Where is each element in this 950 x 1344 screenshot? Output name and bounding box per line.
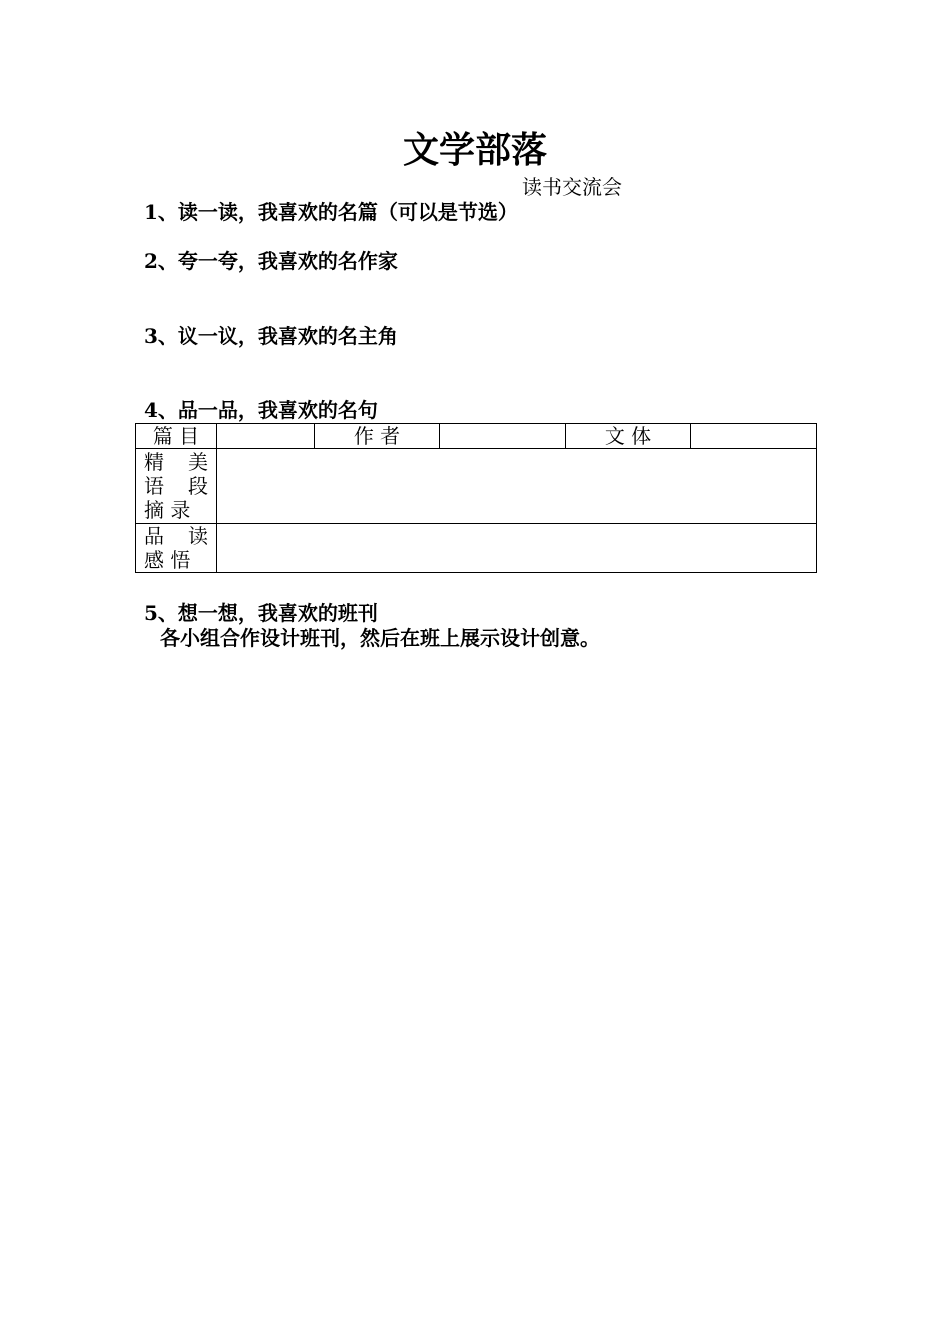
- excerpt-label-line-1: 精 美: [144, 450, 208, 474]
- excerpt-value-cell[interactable]: [217, 449, 817, 524]
- title-label-cell: 篇 目: [136, 424, 217, 449]
- genre-value-cell[interactable]: [691, 424, 817, 449]
- section-5-heading: 5、想一想，我喜欢的班刊: [144, 601, 378, 625]
- section-5-description: 各小组合作设计班刊，然后在班上展示设计创意。: [160, 626, 600, 650]
- reflection-label-line-2: 感 悟: [144, 548, 191, 572]
- excerpt-table: [135, 423, 817, 573]
- reflection-label-cell: [136, 524, 217, 573]
- author-label-cell: 作 者: [315, 424, 440, 449]
- excerpt-label-line-2: 语 段: [144, 474, 208, 498]
- reflection-label-line-1: 品 读: [144, 524, 208, 548]
- section-3-heading: 3、议一议，我喜欢的名主角: [144, 324, 398, 348]
- section-1-heading: 1、读一读，我喜欢的名篇（可以是节选）: [144, 200, 518, 224]
- section-4-heading: 4、品一品，我喜欢的名句: [144, 398, 378, 422]
- reflection-row: [136, 524, 817, 573]
- excerpt-row: [136, 449, 817, 524]
- page-title: 文学部落: [402, 129, 547, 171]
- genre-label-cell: 文 体: [566, 424, 691, 449]
- table-header-row: [136, 424, 817, 449]
- title-value-cell[interactable]: [217, 424, 315, 449]
- page-subtitle: 读书交流会: [522, 175, 622, 199]
- author-value-cell[interactable]: [440, 424, 566, 449]
- section-2-heading: 2、夸一夸，我喜欢的名作家: [144, 249, 398, 273]
- reflection-value-cell[interactable]: [217, 524, 817, 573]
- excerpt-label-line-3: 摘 录: [144, 498, 191, 522]
- excerpt-label-cell: [136, 449, 217, 524]
